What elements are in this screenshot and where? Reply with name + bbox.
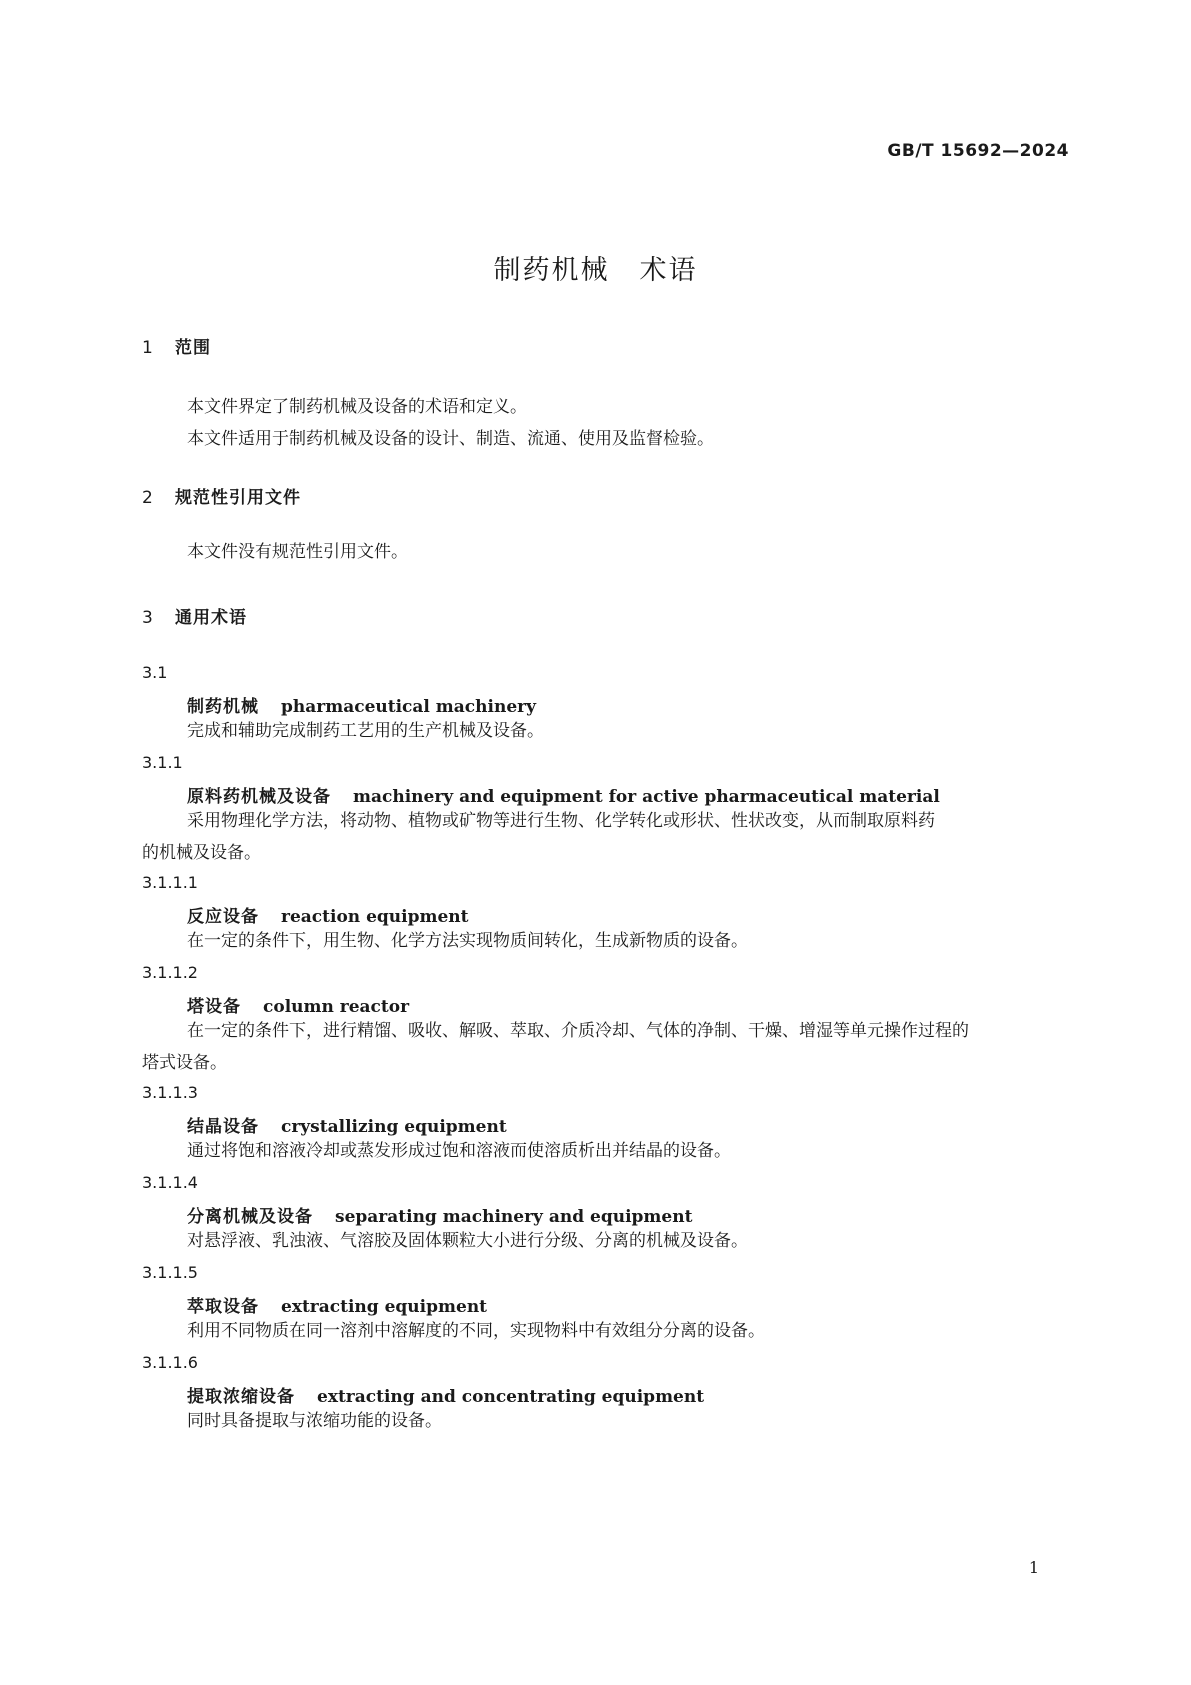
title-part-2: 术语 — [639, 255, 698, 286]
section-number: 3 — [142, 608, 153, 628]
term-definition — [142, 1405, 1066, 1437]
term-definition — [142, 1315, 1066, 1347]
definition-line: 同时具备提取与浓缩功能的设备。 — [187, 1411, 442, 1431]
term-entry — [187, 902, 469, 927]
term-english: machinery and equipment for active pharmaceutical material — [353, 787, 940, 807]
term-entry — [187, 1382, 704, 1407]
term-chinese: 反应设备 — [187, 907, 259, 927]
definition-line: 通过将饱和溶液冷却或蒸发形成过饱和溶液而使溶质析出并结晶的设备。 — [187, 1141, 731, 1161]
document-title — [0, 248, 1191, 287]
section-number: 1 — [142, 338, 153, 358]
term-entry — [187, 1112, 507, 1137]
term-definition — [142, 925, 1066, 957]
term-definition — [142, 1225, 1066, 1257]
term-entry — [187, 1202, 692, 1227]
term-english: crystallizing equipment — [281, 1117, 507, 1137]
term-english: pharmaceutical machinery — [281, 697, 536, 717]
term-definition — [142, 715, 1066, 747]
term-definition — [142, 1135, 1066, 1167]
section-title: 范围 — [175, 338, 211, 358]
term-number: 3.1.1.1 — [142, 873, 198, 892]
term-entry — [187, 1292, 487, 1317]
term-number: 3.1.1.2 — [142, 963, 198, 982]
term-chinese: 萃取设备 — [187, 1297, 259, 1317]
term-definition — [142, 1015, 1066, 1079]
term-number: 3.1 — [142, 663, 168, 682]
term-chinese: 结晶设备 — [187, 1117, 259, 1137]
term-chinese: 制药机械 — [187, 697, 259, 717]
term-english: column reactor — [263, 997, 410, 1017]
standard-code: GB/T 15692—2024 — [887, 141, 1069, 161]
term-english: separating machinery and equipment — [335, 1207, 693, 1227]
paragraph-line: 本文件没有规范性引用文件。 — [187, 542, 408, 562]
section-title: 通用术语 — [175, 608, 247, 628]
definition-line: 完成和辅助完成制药工艺用的生产机械及设备。 — [187, 721, 544, 741]
term-number: 3.1.1 — [142, 753, 183, 772]
term-entry — [187, 782, 940, 807]
section-number: 2 — [142, 488, 153, 508]
section-heading-normative-references — [142, 483, 301, 508]
term-chinese: 提取浓缩设备 — [187, 1387, 295, 1407]
section-heading-scope — [142, 333, 211, 358]
term-number: 3.1.1.4 — [142, 1173, 198, 1192]
term-entry — [187, 692, 536, 717]
term-chinese: 分离机械及设备 — [187, 1207, 313, 1227]
definition-line: 塔式设备。 — [142, 1053, 227, 1073]
section-title: 规范性引用文件 — [175, 488, 301, 508]
term-english: extracting equipment — [281, 1297, 488, 1317]
term-chinese: 原料药机械及设备 — [187, 787, 331, 807]
term-number: 3.1.1.6 — [142, 1353, 198, 1372]
term-number: 3.1.1.3 — [142, 1083, 198, 1102]
definition-line: 采用物理化学方法，将动物、植物或矿物等进行生物、化学转化或形状、性状改变，从而制取原料药 — [187, 811, 935, 831]
section-heading-general-terms — [142, 603, 247, 628]
title-part-1: 制药机械 — [493, 255, 610, 286]
definition-line: 在一定的条件下，进行精馏、吸收、解吸、萃取、介质冷却、气体的净制、干燥、增湿等单元操作过程的 — [187, 1021, 969, 1041]
definition-line: 利用不同物质在同一溶剂中溶解度的不同，实现物料中有效组分分离的设备。 — [187, 1321, 765, 1341]
page-number: 1 — [1028, 1558, 1039, 1577]
paragraph-line: 本文件适用于制药机械及设备的设计、制造、流通、使用及监督检验。 — [187, 429, 714, 449]
definition-line: 的机械及设备。 — [142, 843, 261, 863]
definition-line: 对悬浮液、乳浊液、气溶胶及固体颗粒大小进行分级、分离的机械及设备。 — [187, 1231, 748, 1251]
paragraph-line: 本文件界定了制药机械及设备的术语和定义。 — [187, 397, 527, 417]
normative-references-paragraph — [142, 536, 1066, 568]
term-english: reaction equipment — [281, 907, 469, 927]
term-number: 3.1.1.5 — [142, 1263, 198, 1282]
term-definition — [142, 805, 1066, 869]
definition-line: 在一定的条件下，用生物、化学方法实现物质间转化，生成新物质的设备。 — [187, 931, 748, 951]
scope-paragraph — [142, 391, 1066, 455]
term-chinese: 塔设备 — [187, 997, 241, 1017]
term-english: extracting and concentrating equipment — [317, 1387, 705, 1407]
term-entry — [187, 992, 409, 1017]
